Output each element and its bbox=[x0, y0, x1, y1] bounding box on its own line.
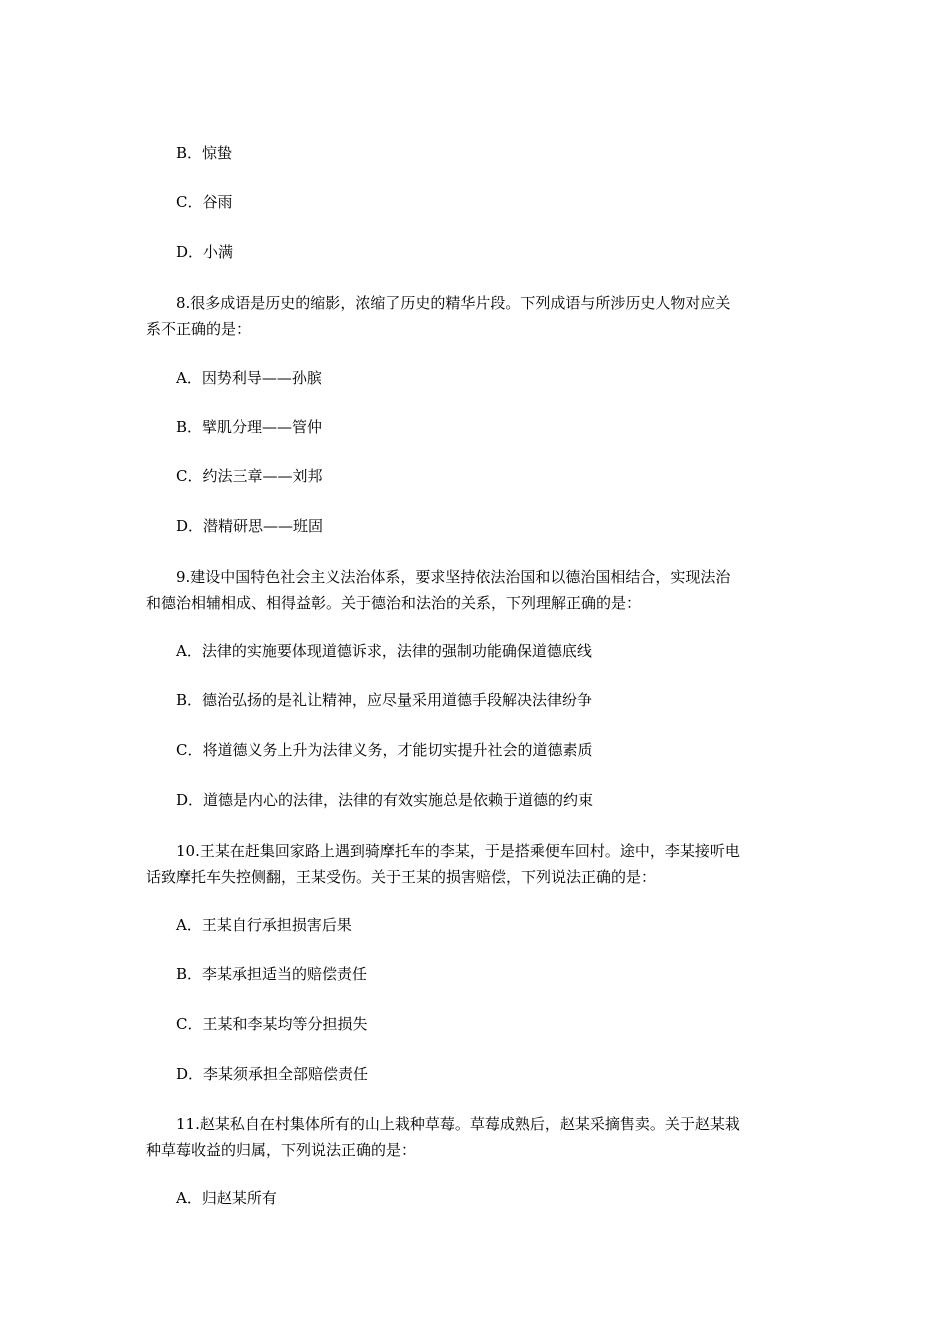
question-10-line-2: 话致摩托车失控侧翻，王某受伤。关于王某的损害赔偿，下列说法正确的是： bbox=[146, 868, 657, 886]
option-8c: C．约法三章——刘邦 bbox=[176, 467, 323, 485]
question-9-line-2: 和德治相辅相成、相得益彰。关于德治和法治的关系，下列理解正确的是： bbox=[146, 594, 642, 612]
option-8a: A．因势利导——孙膑 bbox=[176, 369, 322, 387]
question-11-line-2: 种草莓收益的归属，下列说法正确的是： bbox=[146, 1141, 417, 1159]
option-9d: D．道德是内心的法律，法律的有效实施总是依赖于道德的约束 bbox=[176, 791, 594, 809]
option-10b: B．李某承担适当的赔偿责任 bbox=[176, 965, 368, 983]
question-8-line-1: 8.很多成语是历史的缩影，浓缩了历史的精华片段。下列成语与所涉历史人物对应关 bbox=[176, 294, 731, 312]
option-7c: C．谷雨 bbox=[176, 193, 233, 211]
question-10-line-1: 10.王某在赶集回家路上遇到骑摩托车的李某，于是搭乘便车回村。途中，李某接听电 bbox=[176, 842, 740, 860]
option-7d: D．小满 bbox=[176, 243, 234, 261]
option-8d: D．潜精研思——班固 bbox=[176, 517, 324, 535]
option-10d: D．李某须承担全部赔偿责任 bbox=[176, 1065, 369, 1083]
option-9a: A．法律的实施要体现道德诉求，法律的强制功能确保道德底线 bbox=[176, 642, 592, 660]
option-10a: A．王某自行承担损害后果 bbox=[176, 916, 352, 934]
question-8-line-2: 系不正确的是： bbox=[146, 320, 252, 338]
option-11a: A．归赵某所有 bbox=[176, 1189, 277, 1207]
option-9c: C．将道德义务上升为法律义务，才能切实提升社会的道德素质 bbox=[176, 741, 593, 759]
option-7b: B．惊蛰 bbox=[176, 144, 233, 162]
question-11-line-1: 11.赵某私自在村集体所有的山上栽种草莓。草莓成熟后，赵某采摘售卖。关于赵某栽 bbox=[176, 1115, 740, 1133]
question-9-line-1: 9.建设中国特色社会主义法治体系，要求坚持依法治国和以德治国相结合，实现法治 bbox=[176, 568, 731, 586]
option-9b: B．德治弘扬的是礼让精神，应尽量采用道德手段解决法律纷争 bbox=[176, 691, 593, 709]
option-8b: B．擘肌分理——管仲 bbox=[176, 418, 323, 436]
option-10c: C．王某和李某均等分担损失 bbox=[176, 1015, 368, 1033]
